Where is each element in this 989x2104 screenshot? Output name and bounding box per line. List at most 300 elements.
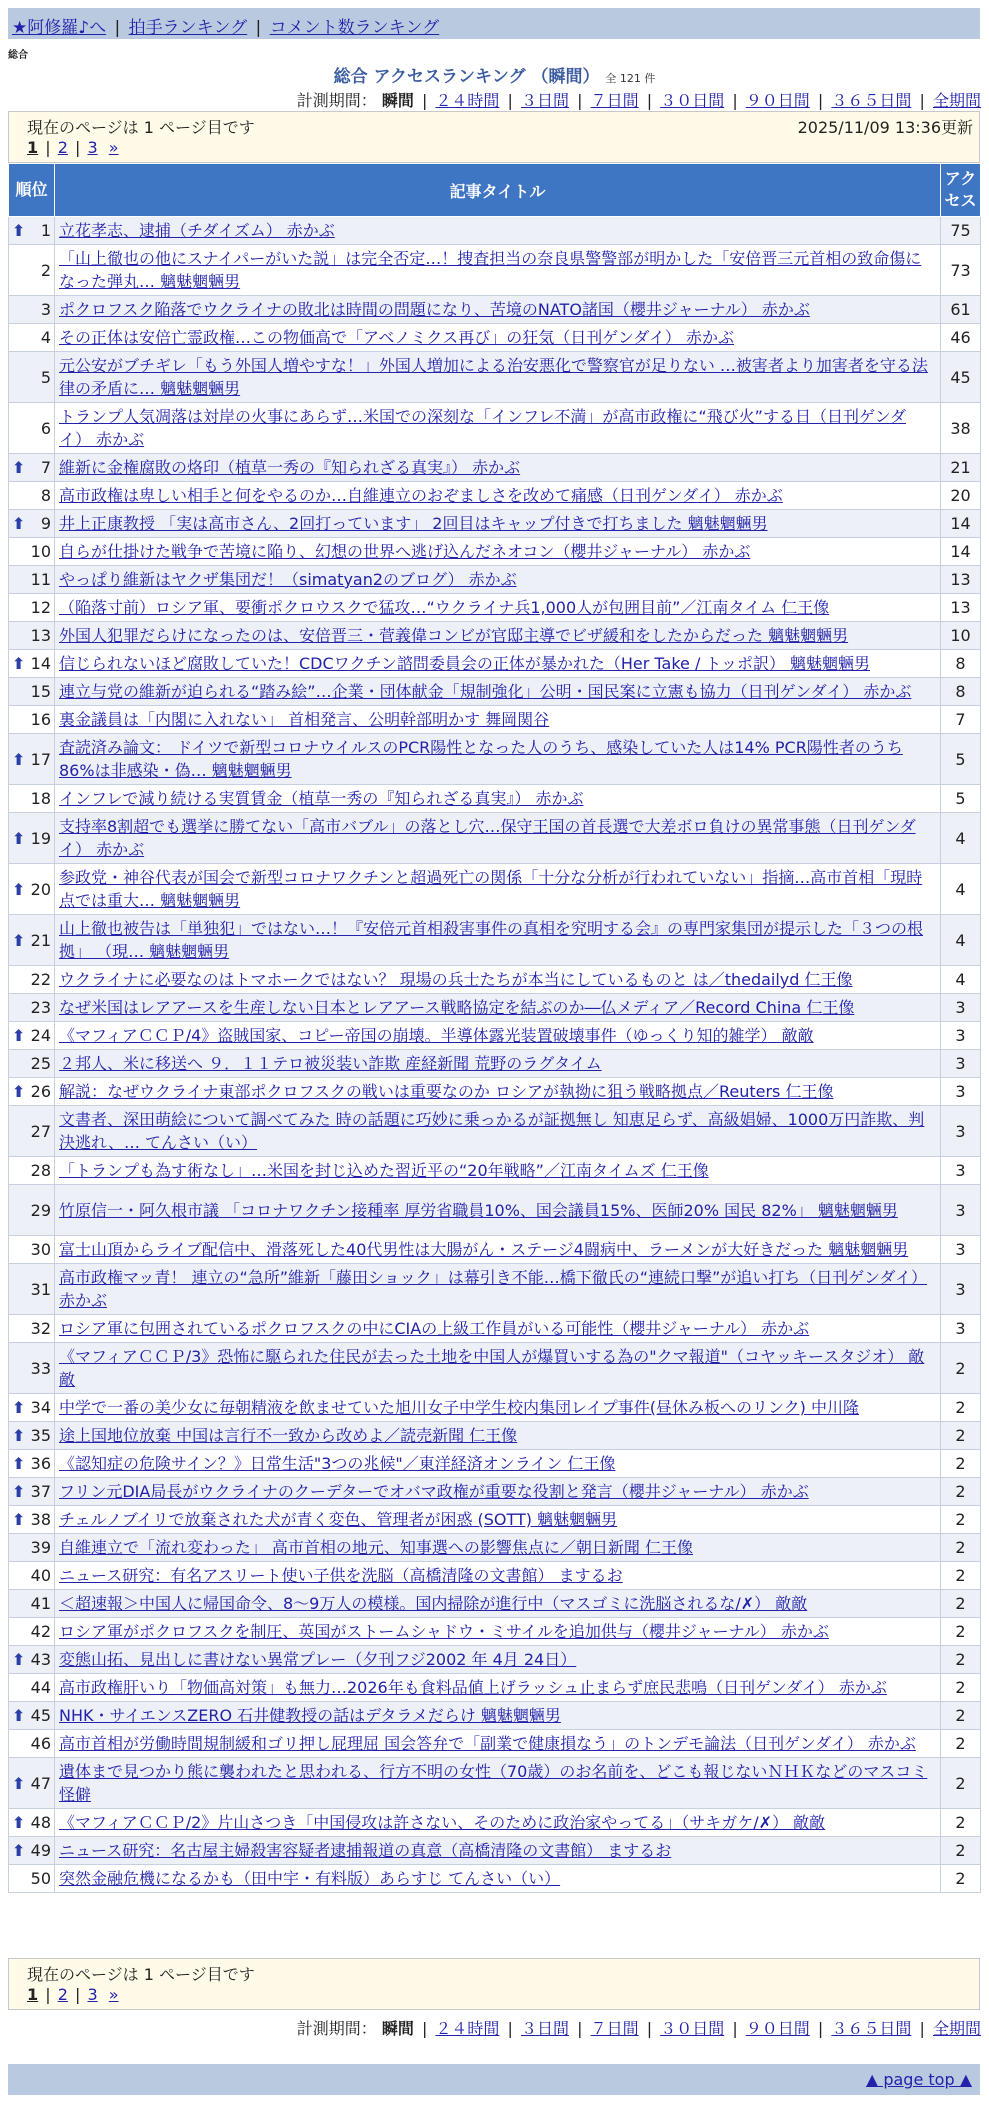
article-link[interactable]: フリン元DIA局長がウクライナのクーデターでオバマ政権が重要な役割と発言（櫻井ジャーナル） 赤かぶ — [59, 1482, 809, 1501]
rank-cell — [9, 1106, 55, 1157]
table-row — [9, 1157, 981, 1185]
table-row — [9, 352, 981, 403]
article-link[interactable]: 「山上徹也の他にスナイパーがいた説」は完全否定…！捜査担当の奈良県警警部が明かした「安倍晋三元首相の致命傷になった弾丸… 魑魅魍魎男 — [59, 249, 922, 291]
article-link[interactable]: ロシア軍に包囲されているポクロフスクの中にCIAの上級工作員がいる可能性（櫻井ジャーナル） 赤かぶ — [59, 1319, 810, 1338]
title-cell — [55, 510, 941, 538]
article-link[interactable]: 《マフィアＣＣＰ/4》盗賊国家、コピー帝国の崩壊。半導体露光装置破壊事件（ゆっくり知的雑学） 敵敵 — [59, 1026, 814, 1045]
table-row — [9, 510, 981, 538]
rank-number: 7 — [40, 458, 51, 477]
access-count: 3 — [941, 994, 981, 1022]
title-cell — [55, 650, 941, 678]
ranking-table — [8, 163, 981, 1893]
rank-number: 25 — [30, 1054, 51, 1073]
rank-up-arrow-icon: ⬆ — [12, 1841, 26, 1860]
rank-cell — [9, 1809, 55, 1837]
rank-cell — [9, 1236, 55, 1264]
period-separator: | — [919, 91, 925, 110]
rank-number: 11 — [30, 570, 51, 589]
table-row — [9, 813, 981, 864]
title-cell — [55, 1758, 941, 1809]
article-link[interactable]: 連立与党の維新が迫られる“踏み絵”…企業・団体献金「規制強化」公明・国民案に立憲も協力（日刊ゲンダイ） 赤かぶ — [59, 682, 912, 701]
ranking-title: 総合 アクセスランキング （瞬間） — [333, 67, 600, 87]
table-row — [9, 994, 981, 1022]
period-30d[interactable]: ３０日間 — [660, 91, 725, 110]
article-link[interactable]: NHK・サイエンスZERO 石井健教授の話はデタラメだらけ 魑魅魍魎男 — [59, 1706, 561, 1725]
pager-page-2[interactable]: 2 — [57, 1985, 68, 2004]
article-link[interactable]: ニュース研究：名古屋主婦殺害容疑者逮捕報道の真意（高橋清隆の文書館） まするお — [59, 1841, 672, 1860]
header-rank: 順位 — [9, 164, 55, 217]
article-link[interactable]: （陥落寸前）ロシア軍、要衝ポクロウスクで猛攻…“ウクライナ兵1,000人が包囲目前”／江南タイム 仁王像 — [59, 598, 830, 617]
rank-cell — [9, 1590, 55, 1618]
article-link[interactable]: やっぱり維新はヤクザ集団だ！（simatyan2のブログ） 赤かぶ — [59, 570, 517, 589]
rank-up-arrow-icon: ⬆ — [12, 1082, 26, 1101]
rank-number: 31 — [30, 1279, 51, 1299]
rank-cell — [9, 1562, 55, 1590]
rank-up-arrow-icon: ⬆ — [12, 828, 26, 848]
table-row — [9, 966, 981, 994]
pager-next[interactable]: » — [108, 138, 119, 157]
rank-cell — [9, 994, 55, 1022]
article-link[interactable]: 《認知症の危険サイン？》日常生活"3つの兆候"／東洋経済オンライン 仁王像 — [59, 1454, 616, 1473]
table-row — [9, 1236, 981, 1264]
article-link[interactable]: 竹原信一・阿久根市議 「コロナワクチン接種率 厚労省職員10%、国会議員15%、医師20% 国民 82%」 魑魅魍魎男 — [59, 1200, 898, 1220]
rank-number: 26 — [30, 1082, 51, 1101]
table-row — [9, 1646, 981, 1674]
rank-number: 10 — [30, 542, 51, 561]
article-link[interactable]: 途上国地位放棄 中国は言行不一致から改めよ／読売新聞 仁王像 — [59, 1426, 518, 1445]
rank-number: 17 — [30, 749, 51, 769]
table-row — [9, 1702, 981, 1730]
nav-separator: | — [255, 18, 262, 38]
article-link[interactable]: チェルノブイリで放棄された犬が青く変色、管理者が困惑 (SOTT) 魑魅魍魎男 — [59, 1510, 618, 1529]
rank-cell — [9, 1157, 55, 1185]
article-link[interactable]: 維新に金権腐敗の烙印（植草一秀の『知られざる真実』） 赤かぶ — [59, 458, 521, 477]
rank-up-arrow-icon: ⬆ — [12, 458, 26, 477]
table-row — [9, 1106, 981, 1157]
period-30d[interactable]: ３０日間 — [660, 2019, 725, 2038]
title-cell — [55, 1562, 941, 1590]
rank-number: 24 — [30, 1026, 51, 1045]
article-link[interactable]: 高市政権マッ青！ 連立の“急所”維新「藤田ショック」は幕引き不能…橋下徹氏の“連続口撃”が追い打ち（日刊ゲンダイ） 赤かぶ — [59, 1268, 928, 1310]
rank-number: 34 — [30, 1398, 51, 1417]
access-count: 3 — [941, 1185, 981, 1236]
period-365d[interactable]: ３６５日間 — [831, 91, 912, 110]
rank-number: 18 — [30, 789, 51, 808]
rank-number: 32 — [30, 1319, 51, 1338]
title-cell — [55, 1590, 941, 1618]
article-link[interactable]: 山上徹也被告は「単独犯」ではない…！『安倍元首相殺害事件の真相を究明する会』の専門家集団が提示した「３つの根拠」 （現… 魑魅魍魎男 — [59, 919, 924, 961]
rank-number: 48 — [30, 1813, 51, 1832]
article-link[interactable]: 外国人犯罪だらけになったのは、安倍晋三・菅義偉コンビが官邸主導でビザ緩和をしたからだった 魑魅魍魎男 — [59, 626, 849, 645]
access-count: 20 — [941, 482, 981, 510]
table-row — [9, 1865, 981, 1893]
pager-page-3[interactable]: 3 — [87, 138, 98, 157]
access-count: 2 — [941, 1837, 981, 1865]
table-row — [9, 538, 981, 566]
rank-cell — [9, 1478, 55, 1506]
title-cell — [55, 1478, 941, 1506]
table-header-row — [9, 164, 981, 217]
rank-number: 22 — [30, 970, 51, 989]
nav-separator: | — [114, 18, 121, 38]
current-page-text: 現在のページは 1 ページ目です — [27, 1965, 255, 1984]
period-current: 瞬間 — [381, 2019, 414, 2038]
article-link[interactable]: 富士山頂からライブ配信中、滑落死した40代男性は大腸がん・ステージ4闘病中、ラーメンが大好きだった 魑魅魍魎男 — [59, 1240, 909, 1259]
table-row — [9, 1394, 981, 1422]
title-cell — [55, 622, 941, 650]
rank-cell — [9, 1534, 55, 1562]
rank-cell — [9, 678, 55, 706]
title-cell — [55, 734, 941, 785]
table-row — [9, 1590, 981, 1618]
pager-current: 1 — [27, 138, 39, 157]
table-row — [9, 1618, 981, 1646]
rank-cell — [9, 1394, 55, 1422]
access-count: 2 — [941, 1506, 981, 1534]
pager-next[interactable]: » — [108, 1985, 119, 2004]
rank-up-arrow-icon: ⬆ — [12, 514, 26, 533]
title-cell — [55, 1106, 941, 1157]
article-link[interactable]: 参政党・神谷代表が国会で新型コロナワクチンと超過死亡の関係「十分な分析が行われていない」指摘…高市首相「現時点では重大… 魑魅魍魎男 — [59, 868, 923, 910]
pager-separator: | — [45, 1985, 51, 2004]
pager-page-3[interactable]: 3 — [87, 1985, 98, 2004]
article-link[interactable]: ２邦人、米に移送へ ９．１１テロ被災装い詐欺 産経新聞 荒野のラグタイム — [59, 1054, 602, 1073]
access-count: 5 — [941, 785, 981, 813]
rank-cell — [9, 813, 55, 864]
header-access: アクセス — [941, 164, 981, 217]
pager-page-2[interactable]: 2 — [57, 138, 68, 157]
rank-up-arrow-icon: ⬆ — [12, 1426, 26, 1445]
rank-up-arrow-icon: ⬆ — [12, 1482, 26, 1501]
access-count: 2 — [941, 1422, 981, 1450]
access-count: 13 — [941, 566, 981, 594]
table-row — [9, 1478, 981, 1506]
article-link[interactable]: 《マフィアＣＣＰ/3》恐怖に駆られた住民が去った土地を中国人が爆買いする為の"クマ報道"（コヤッキースタジオ） 敵敵 — [59, 1347, 925, 1389]
title-cell — [55, 1422, 941, 1450]
rank-cell — [9, 785, 55, 813]
pager-separator: | — [45, 138, 51, 157]
rank-cell — [9, 352, 55, 403]
article-link[interactable]: 中学で一番の美少女に毎朝精液を飲ませていた旭川女子中学生校内集団レイプ事件(昼休み板へのリンク) 中川隆 — [59, 1398, 859, 1417]
rank-number: 30 — [30, 1240, 51, 1259]
article-link[interactable]: 《マフィアＣＣＰ/2》片山さつき「中国侵攻は許さない、そのために政治家やってる」（サキガケ/✗） 敵敵 — [59, 1813, 826, 1832]
article-link[interactable]: 変態山拓、見出しに書けない異常プレー（夕刊フジ2002 年 4月 24日） — [59, 1650, 577, 1669]
page-top-link[interactable]: ▲ page top ▲ — [865, 2070, 972, 2089]
rank-up-arrow-icon: ⬆ — [12, 654, 26, 673]
period-separator: | — [646, 91, 653, 110]
article-link[interactable]: 遺体まで見つかり熊に襲われたと思われる、行方不明の女性（70歳）のお名前を、どこも報じないＮＨＫなどのマスコミ怪僻 — [59, 1762, 928, 1804]
access-count: 2 — [941, 1590, 981, 1618]
article-link[interactable]: インフレで減り続ける実質賃金（植草一秀の『知られざる真実』） 赤かぶ — [59, 789, 584, 808]
rank-number: 19 — [30, 828, 51, 848]
table-row — [9, 1022, 981, 1050]
period-90d[interactable]: ９０日間 — [745, 91, 810, 110]
rank-up-arrow-icon: ⬆ — [12, 1706, 26, 1725]
rank-cell — [9, 403, 55, 454]
access-count: 4 — [941, 915, 981, 966]
rank-number: 50 — [30, 1869, 51, 1888]
article-link[interactable]: 元公安がブチギレ「もう外国人増やすな！」外国人増加による治安悪化で警察官が足りない …被害者より加害者を守る法律の矛盾に… 魑魅魍魎男 — [59, 356, 928, 398]
pager-bottom — [27, 1985, 119, 2004]
rank-number: 20 — [30, 879, 51, 899]
article-link[interactable]: ポクロフスク陥落でウクライナの敗北は時間の問題になり、苦境のNATO諸国（櫻井ジャーナル） 赤かぶ — [59, 300, 810, 319]
period-365d[interactable]: ３６５日間 — [831, 2019, 912, 2038]
current-page-text: 現在のページは 1 ページ目です — [27, 118, 255, 137]
period-label: 計測期間： — [296, 91, 377, 110]
title-cell — [55, 915, 941, 966]
period-selector-bottom — [297, 2016, 981, 2039]
title-cell — [55, 403, 941, 454]
table-row — [9, 864, 981, 915]
article-link[interactable]: 突然金融危機になるかも（田中宇・有料版）あらすじ てんさい（い） — [59, 1869, 561, 1888]
period-3d[interactable]: ３日間 — [521, 2019, 570, 2038]
period-90d[interactable]: ９０日間 — [745, 2019, 810, 2038]
rank-cell — [9, 1674, 55, 1702]
access-count: 4 — [941, 966, 981, 994]
access-count: 3 — [941, 1078, 981, 1106]
title-cell — [55, 1730, 941, 1758]
rank-number: 27 — [30, 1121, 51, 1141]
rank-cell — [9, 510, 55, 538]
access-count: 2 — [941, 1618, 981, 1646]
title-cell — [55, 1264, 941, 1315]
rank-cell — [9, 1702, 55, 1730]
rank-up-arrow-icon: ⬆ — [12, 879, 26, 899]
table-row — [9, 1315, 981, 1343]
article-link[interactable]: 解説：なぜウクライナ東部ポクロフスクの戦いは重要なのか ロシアが執拗に狙う戦略拠点／Reuters 仁王像 — [59, 1082, 834, 1101]
period-separator: | — [577, 91, 583, 110]
rank-cell — [9, 454, 55, 482]
period-separator: | — [421, 91, 428, 110]
title-cell — [55, 482, 941, 510]
rank-number: 5 — [40, 367, 51, 387]
access-count: 2 — [941, 1758, 981, 1809]
title-cell — [55, 1236, 941, 1264]
rank-number: 23 — [30, 998, 51, 1017]
title-cell — [55, 813, 941, 864]
access-count: 7 — [941, 706, 981, 734]
comment-ranking-link[interactable]: コメント数ランキング — [269, 18, 440, 38]
article-link[interactable]: ウクライナに必要なのはトマホークではない？ 現場の兵士たちが本当にしているものと は／thedailyd 仁王像 — [59, 970, 853, 989]
table-row — [9, 1534, 981, 1562]
pager-separator: | — [75, 1985, 81, 2004]
rank-cell — [9, 966, 55, 994]
rank-cell — [9, 1078, 55, 1106]
title-cell — [55, 324, 941, 352]
access-count: 73 — [941, 245, 981, 296]
table-row — [9, 1185, 981, 1236]
rank-number: 16 — [30, 710, 51, 729]
article-link[interactable]: その正体は安倍亡霊政権…この物価高で「アベノミクス再び」の狂気（日刊ゲンダイ） 赤かぶ — [59, 328, 735, 347]
access-count: 3 — [941, 1236, 981, 1264]
access-count: 2 — [941, 1562, 981, 1590]
table-row — [9, 1450, 981, 1478]
period-7d[interactable]: ７日間 — [590, 91, 639, 110]
access-count: 10 — [941, 622, 981, 650]
pager-separator: | — [75, 138, 81, 157]
rank-number: 13 — [30, 626, 51, 645]
title-cell — [55, 454, 941, 482]
period-7d[interactable]: ７日間 — [590, 2019, 639, 2038]
article-link[interactable]: ＜超速報＞中国人に帰国命令、8～9万人の模様。国内掃除が進行中（マスゴミに洗脳されるな/✗） 敵敵 — [59, 1594, 808, 1613]
period-24h[interactable]: ２４時間 — [435, 2019, 500, 2038]
table-row — [9, 296, 981, 324]
period-separator: | — [577, 2019, 583, 2038]
table-row — [9, 1050, 981, 1078]
period-separator: | — [507, 91, 513, 110]
rank-number: 33 — [30, 1358, 51, 1378]
period-separator: | — [507, 2019, 513, 2038]
period-separator: | — [817, 91, 824, 110]
title-cell — [55, 785, 941, 813]
rank-number: 29 — [30, 1200, 51, 1220]
table-row — [9, 650, 981, 678]
period-3d[interactable]: ３日間 — [521, 91, 570, 110]
rank-number: 1 — [40, 221, 51, 240]
rank-cell — [9, 650, 55, 678]
rank-cell — [9, 1506, 55, 1534]
article-link[interactable]: トランプ人気凋落は対岸の火事にあらず…米国での深刻な「インフレ不満」が高市政権に“飛び火”する日（日刊ゲンダイ） 赤かぶ — [59, 407, 906, 449]
clap-ranking-link[interactable]: 拍手ランキング — [128, 18, 248, 38]
rank-number: 4 — [40, 328, 51, 347]
article-link[interactable]: 自維連立で「流れ変わった」 高市首相の地元、知事選への影響焦点に／朝日新聞 仁王像 — [59, 1538, 694, 1557]
table-row — [9, 1422, 981, 1450]
article-link[interactable]: 査読済み論文： ドイツで新型コロナウイルスのPCR陽性となった人のうち、感染していた人は14% PCR陽性者のうち86%は非感染・偽… 魑魅魍魎男 — [59, 738, 903, 780]
access-count: 5 — [941, 734, 981, 785]
rank-up-arrow-icon: ⬆ — [12, 749, 26, 769]
title-cell — [55, 1078, 941, 1106]
access-count: 3 — [941, 1050, 981, 1078]
title-cell — [55, 1809, 941, 1837]
period-separator: | — [421, 2019, 428, 2038]
access-count: 45 — [941, 352, 981, 403]
article-link[interactable]: ニュース研究：有名アスリート使い子供を洗脳（高橋清隆の文書館） まするお — [59, 1566, 623, 1585]
access-count: 2 — [941, 1450, 981, 1478]
table-row — [9, 622, 981, 650]
rank-cell — [9, 1730, 55, 1758]
period-all[interactable]: 全期間 — [932, 2019, 981, 2038]
rank-number: 8 — [40, 486, 51, 505]
access-count: 4 — [941, 813, 981, 864]
title-cell — [55, 1343, 941, 1394]
table-row — [9, 217, 981, 245]
period-separator: | — [646, 2019, 653, 2038]
table-row — [9, 594, 981, 622]
table-row — [9, 1264, 981, 1315]
access-count: 8 — [941, 678, 981, 706]
rank-number: 47 — [30, 1773, 51, 1793]
rank-cell — [9, 324, 55, 352]
title-cell — [55, 1185, 941, 1236]
rank-up-arrow-icon: ⬆ — [12, 221, 26, 240]
item-count: 全 121 件 — [605, 72, 656, 85]
access-count: 14 — [941, 538, 981, 566]
rank-up-arrow-icon: ⬆ — [12, 930, 26, 950]
rank-cell — [9, 1837, 55, 1865]
article-link[interactable]: 高市首相が労働時間規制緩和ゴリ押し屁理屈 国会答弁で「副業で健康損なう」のトンデモ論法（日刊ゲンダイ） 赤かぶ — [59, 1734, 916, 1753]
title-cell — [55, 1315, 941, 1343]
rank-up-arrow-icon: ⬆ — [12, 1773, 26, 1793]
rank-up-arrow-icon: ⬆ — [12, 1026, 26, 1045]
title-cell — [55, 1674, 941, 1702]
article-link[interactable]: 裏金議員は「内閣に入れない」 首相発言、公明幹部明かす 舞岡関谷 — [59, 710, 550, 729]
article-link[interactable]: 「トランプも為す術なし」…米国を封じ込めた習近平の“20年戦略”／江南タイムズ 仁王像 — [59, 1161, 709, 1180]
title-cell — [55, 1450, 941, 1478]
rank-number: 2 — [40, 260, 51, 280]
title-cell — [55, 245, 941, 296]
title-cell — [55, 678, 941, 706]
article-link[interactable]: 井上正康教授 「実は高市さん、2回打っています」 2回目はキャップ付きで打ちました 魑魅魍魎男 — [59, 514, 768, 533]
access-count: 2 — [941, 1674, 981, 1702]
access-count: 2 — [941, 1646, 981, 1674]
period-24h[interactable]: ２４時間 — [435, 91, 500, 110]
article-link[interactable]: 支持率8割超でも選挙に勝てない「高市バブル」の落とし穴…保守王国の首長選で大差ボロ負けの異常事態（日刊ゲンダイ） 赤かぶ — [59, 817, 916, 859]
rank-number: 39 — [30, 1538, 51, 1557]
period-separator: | — [919, 2019, 925, 2038]
period-selector-top — [297, 88, 981, 111]
title-cell — [55, 594, 941, 622]
table-row — [9, 1674, 981, 1702]
table-row — [9, 1809, 981, 1837]
table-row — [9, 1506, 981, 1534]
access-count: 46 — [941, 324, 981, 352]
rank-cell — [9, 1264, 55, 1315]
access-count: 3 — [941, 1022, 981, 1050]
title-cell — [55, 1646, 941, 1674]
rank-cell — [9, 566, 55, 594]
access-count: 2 — [941, 1702, 981, 1730]
title-cell — [55, 864, 941, 915]
title-cell — [55, 1394, 941, 1422]
access-count: 2 — [941, 1865, 981, 1893]
period-current: 瞬間 — [381, 91, 414, 110]
article-link[interactable]: 文書者、深田萌絵について調べてみた 時の話題に巧妙に乗っかるが証拠無し 知恵足らず、高級娼婦、1000万円詐欺、判決逃れ、… てんさい（い） — [59, 1110, 925, 1152]
title-cell — [55, 994, 941, 1022]
article-link[interactable]: 立花孝志、逮捕（チダイズム） 赤かぶ — [59, 221, 335, 240]
rank-number: 42 — [30, 1622, 51, 1641]
rank-cell — [9, 1343, 55, 1394]
access-count: 2 — [941, 1730, 981, 1758]
home-link[interactable]: ★阿修羅♪へ — [12, 18, 107, 38]
article-link[interactable]: ロシア軍がポクロフスクを制圧、英国がストームシャドウ・ミサイルを追加供与（櫻井ジャーナル） 赤かぶ — [59, 1622, 829, 1641]
rank-cell — [9, 217, 55, 245]
rank-number: 49 — [30, 1841, 51, 1860]
rank-cell — [9, 1865, 55, 1893]
rank-cell — [9, 1315, 55, 1343]
title-cell — [55, 1050, 941, 1078]
title-cell — [55, 1022, 941, 1050]
article-link[interactable]: なぜ米国はレアアースを生産しない日本とレアアース戦略協定を結ぶのか―仏メディア／Record China 仁王像 — [59, 998, 855, 1017]
article-link[interactable]: 高市政権は卑しい相手と何をやるのか…自維連立のおぞましさを改めて痛感（日刊ゲンダイ） 赤かぶ — [59, 486, 783, 505]
rank-cell — [9, 538, 55, 566]
title-cell — [55, 1534, 941, 1562]
table-row — [9, 245, 981, 296]
page-info-top — [8, 111, 980, 163]
rank-cell — [9, 1646, 55, 1674]
article-link[interactable]: 信じられないほど腐敗していた！CDCワクチン諮問委員会の正体が暴かれた（Her Take / トッポ訳） 魑魅魍魎男 — [59, 654, 871, 673]
title-cell — [55, 706, 941, 734]
table-row — [9, 734, 981, 785]
table-row — [9, 324, 981, 352]
table-row — [9, 706, 981, 734]
access-count: 2 — [941, 1478, 981, 1506]
rank-number: 41 — [30, 1594, 51, 1613]
article-link[interactable]: 自らが仕掛けた戦争で苦境に陥り、幻想の世界へ逃げ込んだネオコン（櫻井ジャーナル） 赤かぶ — [59, 542, 751, 561]
article-link[interactable]: 高市政権肝いり「物価高対策」も無力…2026年も食料品値上げラッシュ止まらず庶民悲鳴（日刊ゲンダイ） 赤かぶ — [59, 1678, 887, 1697]
period-all[interactable]: 全期間 — [932, 91, 981, 110]
rank-number: 6 — [40, 418, 51, 438]
table-row — [9, 1078, 981, 1106]
